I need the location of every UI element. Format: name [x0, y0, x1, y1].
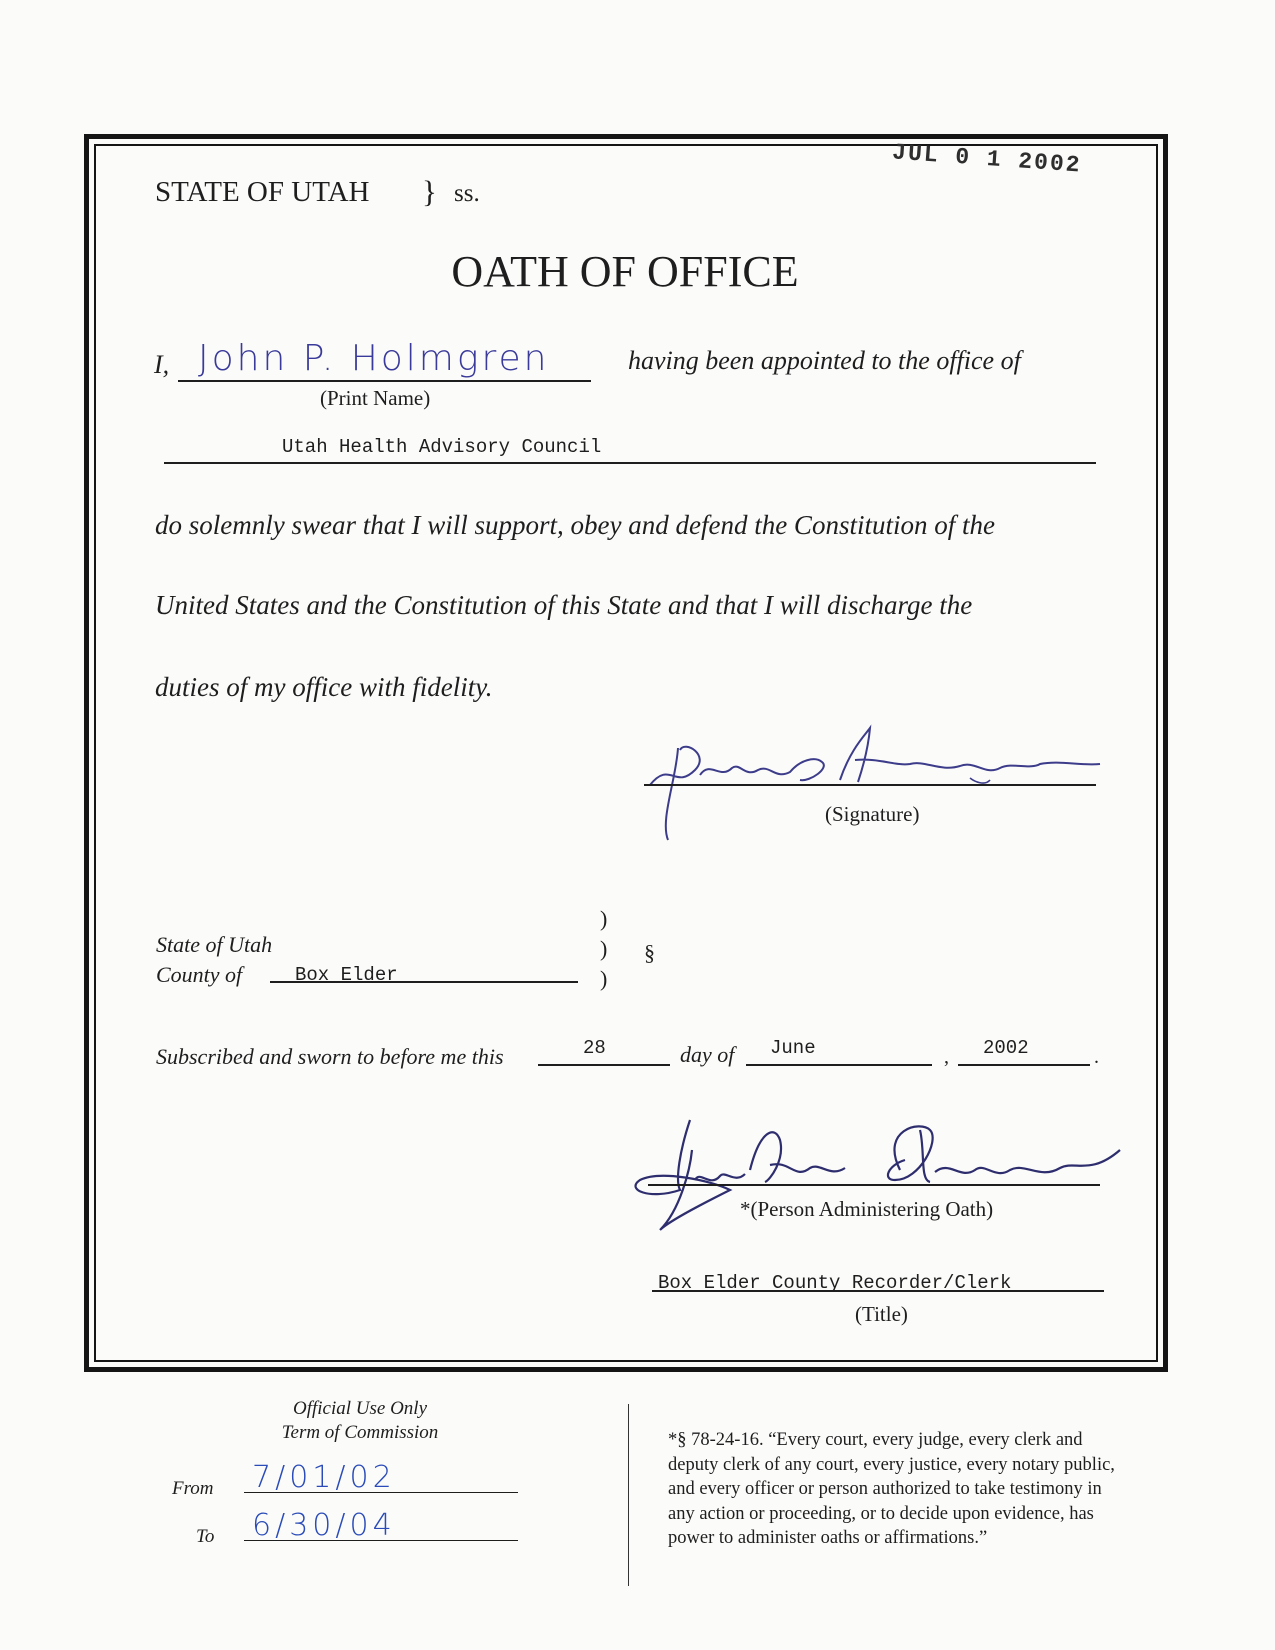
administrator-caption: *(Person Administering Oath): [740, 1197, 994, 1221]
date-period: .: [1094, 1046, 1099, 1068]
oath-line-2: United States and the Constitution of this State and that I will discharge the: [155, 590, 973, 620]
title-line: [652, 1290, 1104, 1292]
signature-caption: (Signature): [825, 802, 920, 826]
footnote-line-3: and every officer or person authorized to take testimony in: [668, 1479, 1102, 1499]
subscribed-year: 2002: [983, 1037, 1029, 1059]
page-title: OATH OF OFFICE: [451, 247, 799, 296]
print-name-caption: (Print Name): [320, 386, 431, 410]
to-label: To: [196, 1526, 215, 1547]
footnote-line-4: any action or proceeding, or to decide upon evidence, has: [668, 1503, 1094, 1524]
month-line: [746, 1064, 932, 1066]
state-brace: }: [422, 174, 437, 209]
title-caption: (Title): [855, 1302, 908, 1326]
administrator-title: Box Elder County Recorder/Clerk: [658, 1272, 1012, 1294]
footnote-line-5: power to administer oaths or affirmations.”: [668, 1528, 988, 1548]
state-label: State of Utah: [156, 932, 273, 957]
to-line: [244, 1540, 518, 1541]
oath-prefix: I,: [154, 350, 170, 379]
state-heading: STATE OF UTAH: [155, 176, 370, 208]
oath-line-3: duties of my office with fidelity.: [155, 672, 493, 702]
official-use-heading: Official Use Only: [292, 1398, 428, 1419]
signature-line: [644, 784, 1096, 786]
section-mark: §: [644, 940, 655, 965]
footnote: [668, 1428, 1115, 1551]
from-line: [244, 1492, 518, 1493]
paren-1: ): [600, 906, 608, 931]
from-value-handwritten: 7/01/02: [252, 1460, 396, 1495]
day-of-text: day of: [680, 1042, 735, 1067]
signature-text: John P. Holmgren: [640, 720, 648, 721]
paren-3: ): [600, 966, 608, 991]
appointment-text: having been appointed to the office of: [628, 346, 1021, 375]
footnote-line-2: deputy clerk of any court, every justice, every notary public,: [668, 1454, 1115, 1475]
appointee-name-handwritten: John P. Holmgren: [198, 338, 550, 379]
subscribed-day: 28: [583, 1037, 606, 1059]
county-label: County of: [156, 962, 243, 987]
footnote-line-1: *§ 78-24-16. “Every court, every judge, every clerk and: [668, 1430, 1083, 1450]
subscribed-month: June: [770, 1037, 816, 1059]
year-line: [958, 1064, 1090, 1066]
print-name-line: [178, 380, 591, 382]
term-heading: Term of Commission: [281, 1422, 439, 1443]
date-comma: ,: [944, 1046, 949, 1068]
to-value-handwritten: 6/30/04: [252, 1508, 396, 1543]
paren-2: ): [600, 936, 608, 961]
day-line: [538, 1064, 670, 1066]
county-line: [270, 981, 578, 983]
subscribed-text: Subscribed and sworn to before me this: [156, 1044, 504, 1069]
office-line: [164, 462, 1096, 464]
oath-line-1: do solemnly swear that I will support, obey and defend the Constitution of the: [155, 510, 995, 540]
received-date-stamp: JUL 0 1 2002: [891, 139, 1083, 179]
office-name: Utah Health Advisory Council: [282, 436, 602, 458]
administrator-line: [648, 1184, 1100, 1186]
footer-divider: [628, 1404, 629, 1586]
county-value: Box Elder: [295, 964, 398, 986]
from-label: From: [172, 1478, 214, 1499]
ss-abbrev: ss.: [454, 180, 480, 207]
administrator-signature-text: LuAnn Adams: [620, 1110, 626, 1111]
